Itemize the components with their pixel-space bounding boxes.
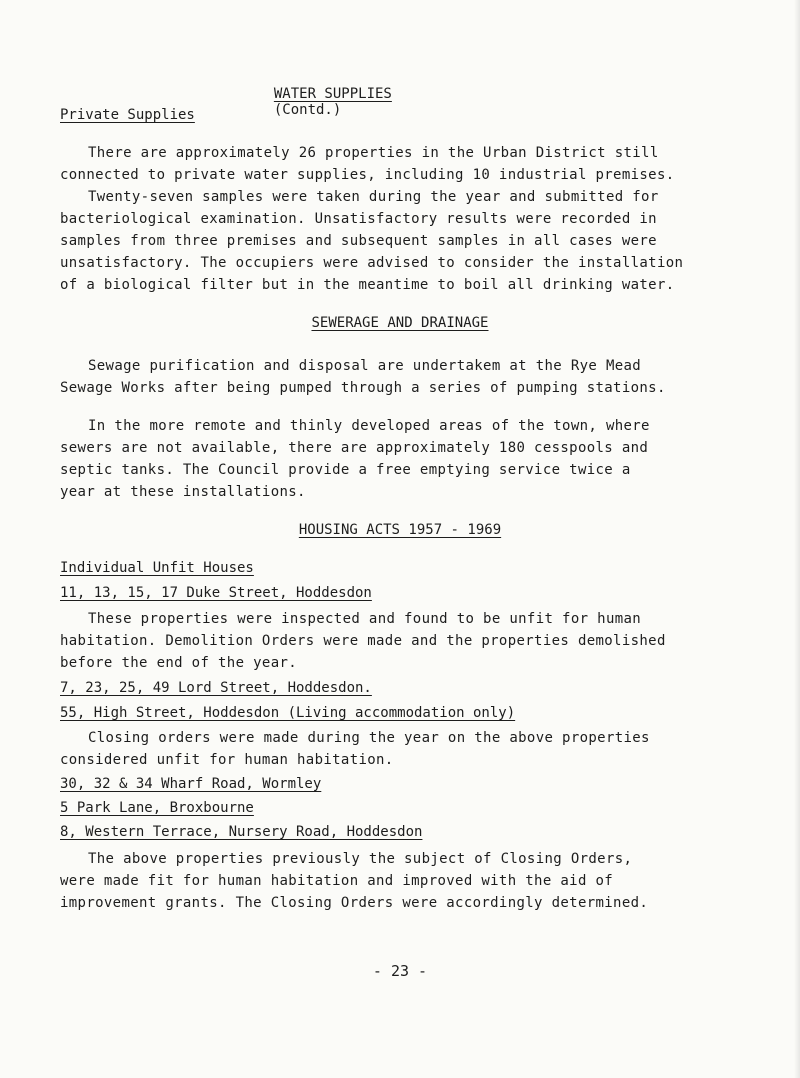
para3-line-2: were made fit for human habitation and improved with the aid of — [60, 873, 614, 889]
housing-subheading: Individual Unfit Houses — [60, 560, 254, 576]
para1-line-3: before the end of the year. — [60, 655, 298, 671]
private-line-1: There are approximately 26 properties in the Urban District still — [88, 145, 659, 161]
address-wharf-road: 30, 32 & 34 Wharf Road, Wormley — [60, 776, 322, 792]
header-title: WATER SUPPLIES — [273, 86, 392, 102]
private-line-2: connected to private water supplies, including 10 industrial premises. — [60, 167, 675, 183]
sewerage-line-3: In the more remote and thinly developed areas of the town, where — [88, 418, 650, 434]
sewerage-line-5: septic tanks. The Council provide a free emptying service twice a — [60, 462, 631, 478]
address-duke-street: 11, 13, 15, 17 Duke Street, Hoddesdon — [60, 585, 372, 601]
para1-line-2: habitation. Demolition Orders were made and the properties demolished — [60, 633, 666, 649]
address-park-lane: 5 Park Lane, Broxbourne — [60, 800, 254, 816]
header-contd: (Contd.) — [273, 102, 342, 118]
private-line-3: Twenty-seven samples were taken during the year and submitted for — [88, 189, 659, 205]
address-western-terrace: 8, Western Terrace, Nursery Road, Hoddesdon — [60, 824, 423, 840]
address-lord-street: 7, 23, 25, 49 Lord Street, Hoddesdon. — [60, 680, 372, 696]
address-high-street: 55, High Street, Hoddesdon (Living accommodation only) — [60, 705, 516, 721]
housing-heading: HOUSING ACTS 1957 - 1969 — [298, 522, 502, 538]
private-line-7: of a biological filter but in the meantime to boil all drinking water. — [60, 277, 675, 293]
private-supplies-heading: Private Supplies — [60, 107, 195, 123]
para3-line-3: improvement grants. The Closing Orders were accordingly determined. — [60, 895, 649, 911]
sewerage-line-6: year at these installations. — [60, 484, 306, 500]
page-number: - 23 - — [372, 962, 428, 980]
private-line-4: bacteriological examination. Unsatisfactory results were recorded in — [60, 211, 657, 227]
para2-line-2: considered unfit for human habitation. — [60, 752, 394, 768]
sewerage-line-2: Sewage Works after being pumped through a series of pumping stations. — [60, 380, 666, 396]
scan-edge-shadow — [794, 0, 800, 1078]
sewerage-line-1: Sewage purification and disposal are undertakem at the Rye Mead — [88, 358, 642, 374]
private-line-5: samples from three premises and subsequent samples in all cases were — [60, 233, 657, 249]
para1-line-1: These properties were inspected and found to be unfit for human — [88, 611, 642, 627]
page-header — [257, 70, 392, 118]
private-line-6: unsatisfactory. The occupiers were advised to consider the installation — [60, 255, 684, 271]
para3-line-1: The above properties previously the subject of Closing Orders, — [88, 851, 633, 867]
sewerage-line-4: sewers are not available, there are approximately 180 cesspools and — [60, 440, 649, 456]
para2-line-1: Closing orders were made during the year on the above properties — [88, 730, 650, 746]
sewerage-heading: SEWERAGE AND DRAINAGE — [311, 315, 489, 331]
